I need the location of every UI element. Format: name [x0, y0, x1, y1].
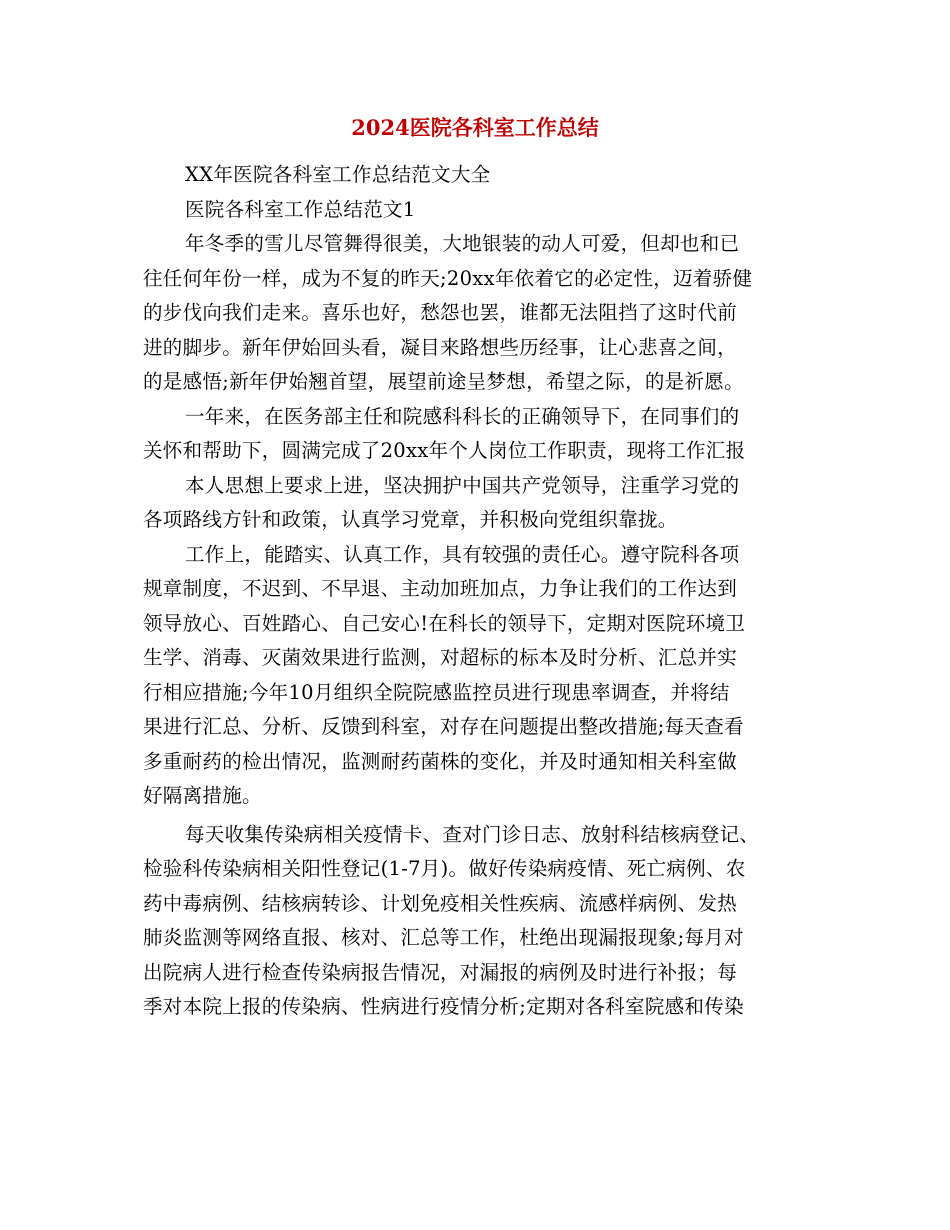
paragraph-line: 生学、消毒、灭菌效果进行监测，对超标的标本及时分析、汇总并实 — [143, 646, 738, 669]
document-body — [143, 158, 811, 1025]
paragraph-line: 行相应措施;今年10月组织全院院感监控员进行现患率调查，并将结 — [143, 680, 730, 704]
paragraph-line: 关怀和帮助下，圆满完成了20xx年个人岗位工作职责，现将工作汇报 — [143, 439, 746, 462]
paragraph-line: 一年来，在医务部主任和院感科科长的正确领导下，在同事们的 — [185, 404, 740, 428]
paragraph-line: 年冬季的雪儿尽管舞得很美，大地银装的动人可爱，但却也和已 — [185, 232, 740, 255]
paragraph-line: 肺炎监测等网络直报、核对、汇总等工作，杜绝出现漏报现象;每月对 — [143, 926, 744, 949]
paragraph-line: 每天收集传染病相关疫情卡、查对门诊日志、放射科结核病登记、 — [185, 822, 760, 846]
paragraph-line: 的步伐向我们走来。喜乐也好，愁怨也罢，谁都无法阻挡了这时代前 — [143, 301, 738, 324]
section-heading: 医院各科室工作总结范文1 — [185, 197, 416, 221]
paragraph-line: 季对本院上报的传染病、性病进行疫情分析;定期对各科室院感和传染 — [143, 995, 744, 1018]
paragraph-line: 检验科传染病相关阳性登记(1-7月)。做好传染病疫情、死亡病例、农 — [143, 857, 746, 880]
paragraph-line: 领导放心、百姓踏心、自己安心!在科长的领导下，定期对医院环境卫 — [143, 611, 746, 635]
subtitle-line: XX年医院各科室工作总结范文大全 — [185, 163, 491, 186]
paragraph-line: 果进行汇总、分析、反馈到科室，对存在问题提出整改措施;每天查看 — [143, 715, 744, 738]
paragraph-line: 好隔离措施。 — [143, 784, 262, 807]
paragraph-line: 的是感悟;新年伊始翘首望，展望前途呈梦想，希望之际，的是祈愿。 — [143, 370, 744, 393]
document-title: 2024医院各科室工作总结 — [351, 115, 599, 140]
paragraph-line: 多重耐药的检出情况，监测耐药菌株的变化，并及时通知相关科室做 — [143, 749, 738, 773]
paragraph-line: 规章制度，不迟到、不早退、主动加班加点，力争让我们的工作达到 — [143, 577, 738, 600]
paragraph-line: 本人思想上要求上进，坚决拥护中国共产党领导，注重学习党的 — [185, 473, 740, 497]
paragraph-line: 工作上，能踏实、认真工作，具有较强的责任心。遵守院科各项 — [185, 542, 740, 566]
paragraph-line: 药中毒病例、结核病转诊、计划免疫相关性疾病、流感样病例、发热 — [143, 891, 738, 915]
paragraph-line: 出院病人进行检查传染病报告情况，对漏报的病例及时进行补报；每 — [143, 960, 738, 984]
paragraph-line: 进的脚步。新年伊始回头看，凝目来路想些历经事，让心悲喜之间， — [143, 335, 738, 359]
paragraph-line: 往任何年份一样，成为不复的昨天;20xx年依着它的必定性，迈着骄健 — [143, 266, 753, 290]
paragraph-line: 各项路线方针和政策，认真学习党章，并积极向党组织靠拢。 — [143, 508, 678, 531]
